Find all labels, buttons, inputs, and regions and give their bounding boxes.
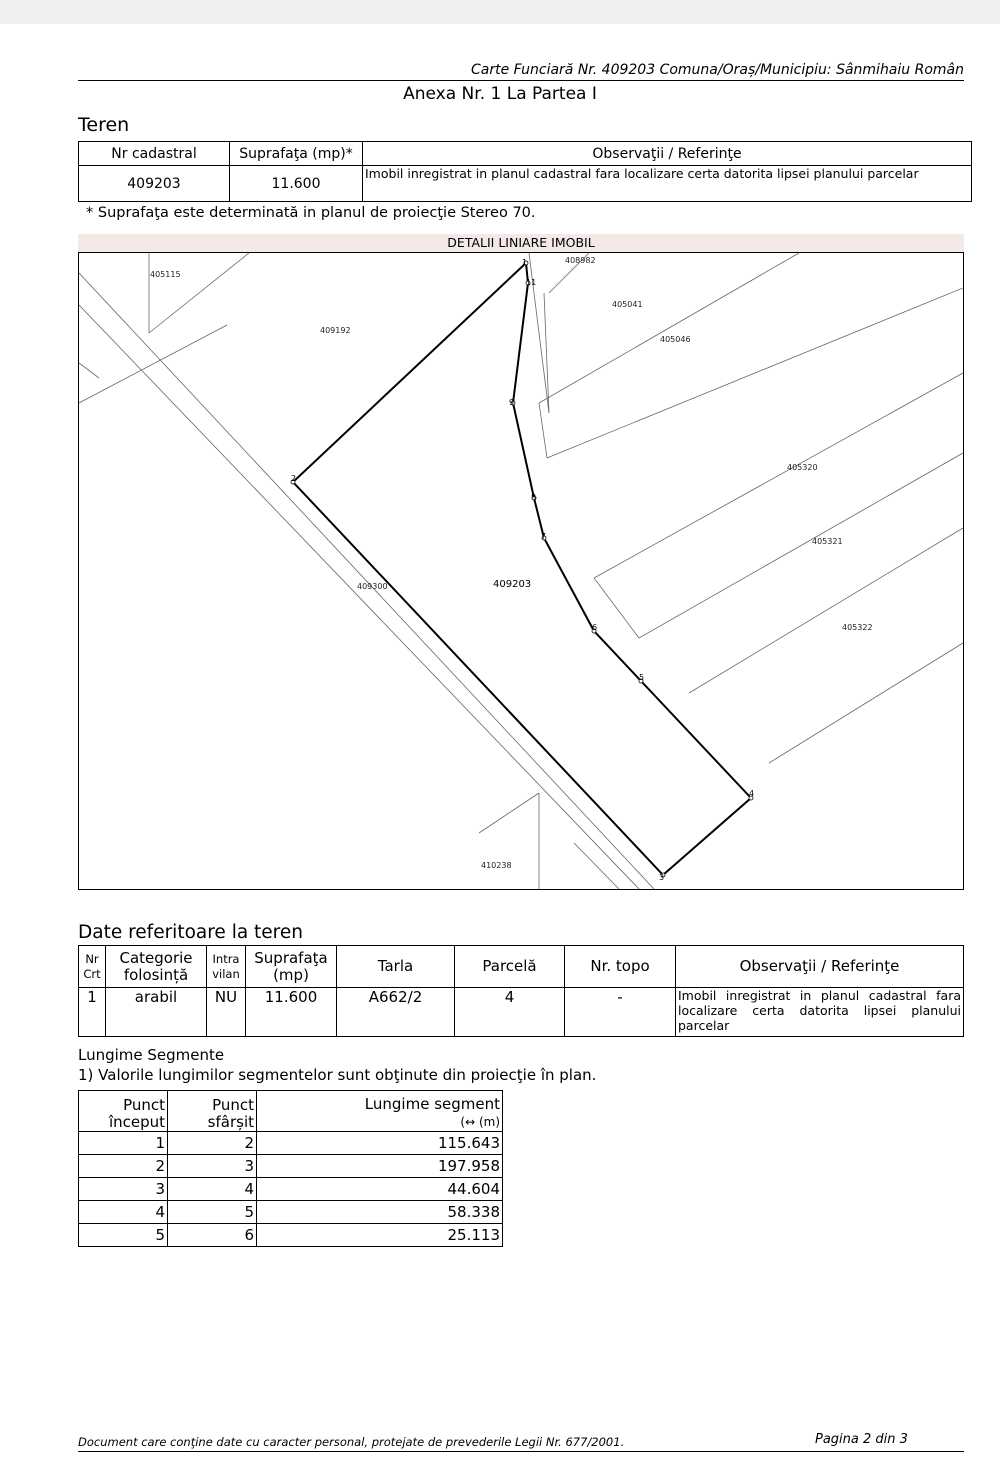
lungime-subtitle: 1) Valorile lungimilor segmentelor sunt obţinute din proiecţie în plan.	[78, 1066, 597, 1084]
parcel-boundary	[293, 263, 751, 875]
neighbor-label-410238: 410238	[481, 861, 512, 870]
cell-start: 1	[79, 1132, 168, 1155]
point-label-3: 3	[659, 873, 665, 882]
lungime-unit: (↔ (m)	[460, 1115, 500, 1129]
point-label-7: 7	[541, 532, 547, 541]
neighbor-label-405320: 405320	[787, 463, 818, 472]
header-nr-cadastral: Nr cadastral	[79, 142, 230, 166]
cell-tarla: A662/2	[337, 988, 455, 1037]
cell-end: 3	[168, 1155, 257, 1178]
cell-observatii-2: Imobil inregistrat in planul cadastral fara localizare certa datorita lipsei planului parcelar	[676, 988, 964, 1037]
cell-length: 44.604	[257, 1178, 503, 1201]
header-observatii: Observaţii / Referinţe	[363, 142, 972, 166]
cell-observatii: Imobil inregistrat in planul cadastral fara localizare certa datorita lipsei planului parcelar	[363, 166, 972, 202]
cell-length: 58.338	[257, 1201, 503, 1224]
table-row	[79, 1201, 503, 1224]
cell-end: 4	[168, 1178, 257, 1201]
cell-intravilan: NU	[207, 988, 246, 1037]
cell-length: 115.643	[257, 1132, 503, 1155]
neighbor-lines	[79, 253, 963, 889]
header-lungime-segment	[257, 1091, 503, 1132]
header-parcela: Parcelă	[455, 946, 565, 988]
teren-table	[78, 141, 972, 202]
lungime-segment-label: Lungime segment	[364, 1095, 500, 1113]
point-label-9: 9	[509, 398, 515, 407]
header-nr-topo: Nr. topo	[565, 946, 676, 988]
header-observatii-2: Observaţii / Referinţe	[676, 946, 964, 988]
top-bar	[0, 0, 1000, 24]
cell-categorie: arabil	[106, 988, 207, 1037]
cell-nr-topo: -	[565, 988, 676, 1037]
parcel-label: 409203	[493, 579, 532, 590]
date-teren-table	[78, 945, 964, 1037]
table-row	[79, 1178, 503, 1201]
point-label-6: 6	[592, 623, 598, 632]
header-intravilan: Intra vilan	[207, 946, 246, 988]
suprafata-footnote: * Suprafaţa este determinată in planul de proiecţie Stereo 70.	[86, 205, 536, 221]
plan-header: DETALII LINIARE IMOBIL	[78, 234, 964, 252]
cell-start: 2	[79, 1155, 168, 1178]
cell-end: 2	[168, 1132, 257, 1155]
page-number: Pagina 2 din 3	[815, 1432, 908, 1447]
table-row	[79, 1155, 503, 1178]
header-categorie: Categorie folosință	[106, 946, 207, 988]
point-label-1: 1	[522, 258, 528, 267]
cell-length: 25.113	[257, 1224, 503, 1247]
vertex-markers	[291, 261, 753, 877]
lungime-table	[78, 1090, 503, 1247]
cadastral-plan-drawing	[79, 253, 963, 889]
neighbor-label-405046: 405046	[660, 335, 691, 344]
header-suprafata: Suprafaţa (mp)*	[230, 142, 363, 166]
neighbor-label-408982: 408982	[565, 256, 596, 265]
cell-parcela: 4	[455, 988, 565, 1037]
anexa-title: Anexa Nr. 1 La Partea I	[403, 84, 597, 104]
cell-start: 4	[79, 1201, 168, 1224]
point-label-8: 8	[531, 493, 537, 502]
table-row	[79, 1224, 503, 1247]
cell-end: 5	[168, 1201, 257, 1224]
neighbor-label-409192: 409192	[320, 326, 351, 335]
lungime-title: Lungime Segmente	[78, 1046, 225, 1064]
cell-start: 3	[79, 1178, 168, 1201]
header-punct-sfarsit: Punct sfârșit	[168, 1091, 257, 1132]
neighbor-label-405115: 405115	[150, 270, 181, 279]
cadastral-plan	[78, 252, 964, 890]
header-tarla: Tarla	[337, 946, 455, 988]
point-label-11: 11	[526, 278, 537, 287]
header-punct-inceput: Punct început	[79, 1091, 168, 1132]
cell-length: 197.958	[257, 1155, 503, 1178]
document-header-title: Carte Funciară Nr. 409203 Comuna/Oraș/Municipiu: Sânmihaiu Român	[470, 62, 964, 78]
point-label-4: 4	[749, 789, 755, 798]
header-divider	[78, 80, 964, 81]
date-teren-title: Date referitoare la teren	[78, 922, 303, 943]
footer-disclaimer: Document care conţine date cu caracter personal, protejate de prevederile Legii Nr. 677/2001.	[78, 1435, 625, 1449]
cell-suprafata-2: 11.600	[246, 988, 337, 1037]
neighbor-label-409300: 409300	[357, 582, 388, 591]
header-suprafata-2: Suprafaţa (mp)	[246, 946, 337, 988]
cell-nr-crt: 1	[79, 988, 106, 1037]
point-label-2: 2	[291, 474, 297, 483]
cell-suprafata: 11.600	[230, 166, 363, 202]
table-row	[79, 1132, 503, 1155]
cell-end: 6	[168, 1224, 257, 1247]
neighbor-label-405321: 405321	[812, 537, 843, 546]
header-nr-crt: Nr Crt	[79, 946, 106, 988]
neighbor-label-405041: 405041	[612, 300, 643, 309]
cell-nr-cadastral: 409203	[79, 166, 230, 202]
footer-divider	[78, 1451, 964, 1452]
cell-start: 5	[79, 1224, 168, 1247]
point-label-5: 5	[639, 673, 645, 682]
neighbor-label-405322: 405322	[842, 623, 873, 632]
teren-section-title: Teren	[78, 114, 130, 136]
